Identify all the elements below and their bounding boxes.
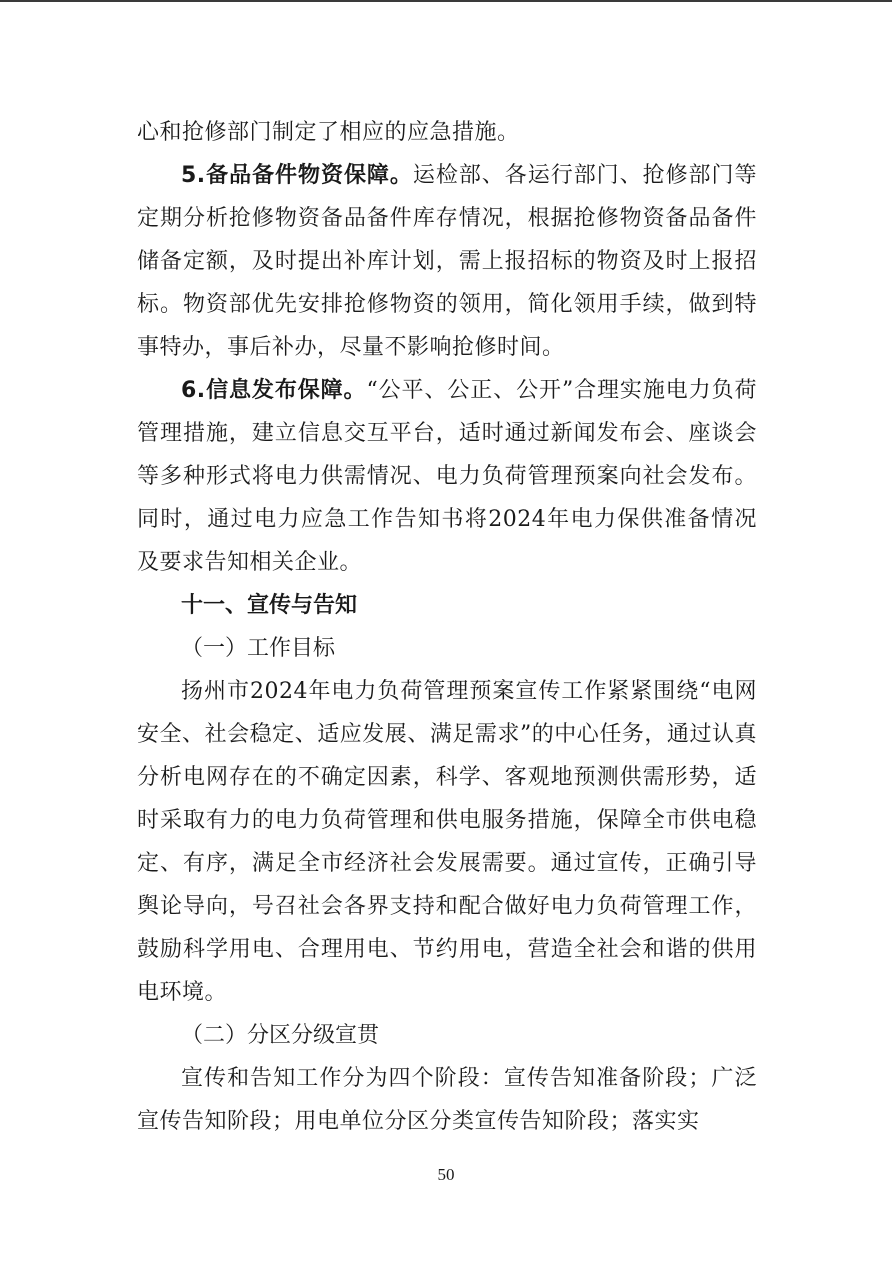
paragraph-spare-parts [137,154,757,369]
paragraph-lead: 5.备品备件物资保障。 [181,163,413,188]
page-number: 50 [437,1165,455,1184]
subsection-heading-goals: （一）工作目标 [181,636,336,661]
page-top-rule [0,0,892,2]
section-heading: 十一、宣传与告知 [181,593,358,618]
paragraph-lead: 6.信息发布保障。 [181,378,367,403]
subsection-heading-zoning: （二）分区分级宣贯 [181,1023,380,1048]
paragraph-continuation: 心和抢修部门制定了相应的应急措施。 [137,120,520,145]
paragraph-info-release [137,369,757,584]
paragraph-body: “公平、公正、公开”合理实施电力负荷管理措施，建立信息交互平台，适时通过新闻发布会、座谈会等多种形式将电力供需情况、电力负荷管理预案向社会发布。同时，通过电力应急工作告知书将2024年电力保供准备情况及要求告知相关企业。 [137,378,758,575]
paragraph-body: 运检部、各运行部门、抢修部门等定期分析抢修物资备品备件库存情况，根据抢修物资备品备件储备定额，及时提出补库计划，需上报招标的物资及时上报招标。物资部优先安排抢修物资的领用，简化领用手续，做到特事特办，事后补办，尽量不影响抢修时间。 [137,163,757,360]
paragraph-goals: 扬州市2024年电力负荷管理预案宣传工作紧紧围绕“电网安全、社会稳定、适应发展、满足需求”的中心任务，通过认真分析电网存在的不确定因素，科学、客观地预测供需形势，适时采取有力的电力负荷管理和供电服务措施，保障全市供电稳定、有序，满足全市经济社会发展需要。通过宣传，正确引导舆论导向，号召社会各界支持和配合做好电力负荷管理工作，鼓励科学用电、合理用电、节约用电，营造全社会和谐的供用电环境。 [137,679,757,1005]
paragraph-zoning: 宣传和告知工作分为四个阶段：宣传告知准备阶段；广泛宣传告知阶段；用电单位分区分类宣传告知阶段；落实实 [137,1066,757,1134]
document-page [137,111,757,1143]
